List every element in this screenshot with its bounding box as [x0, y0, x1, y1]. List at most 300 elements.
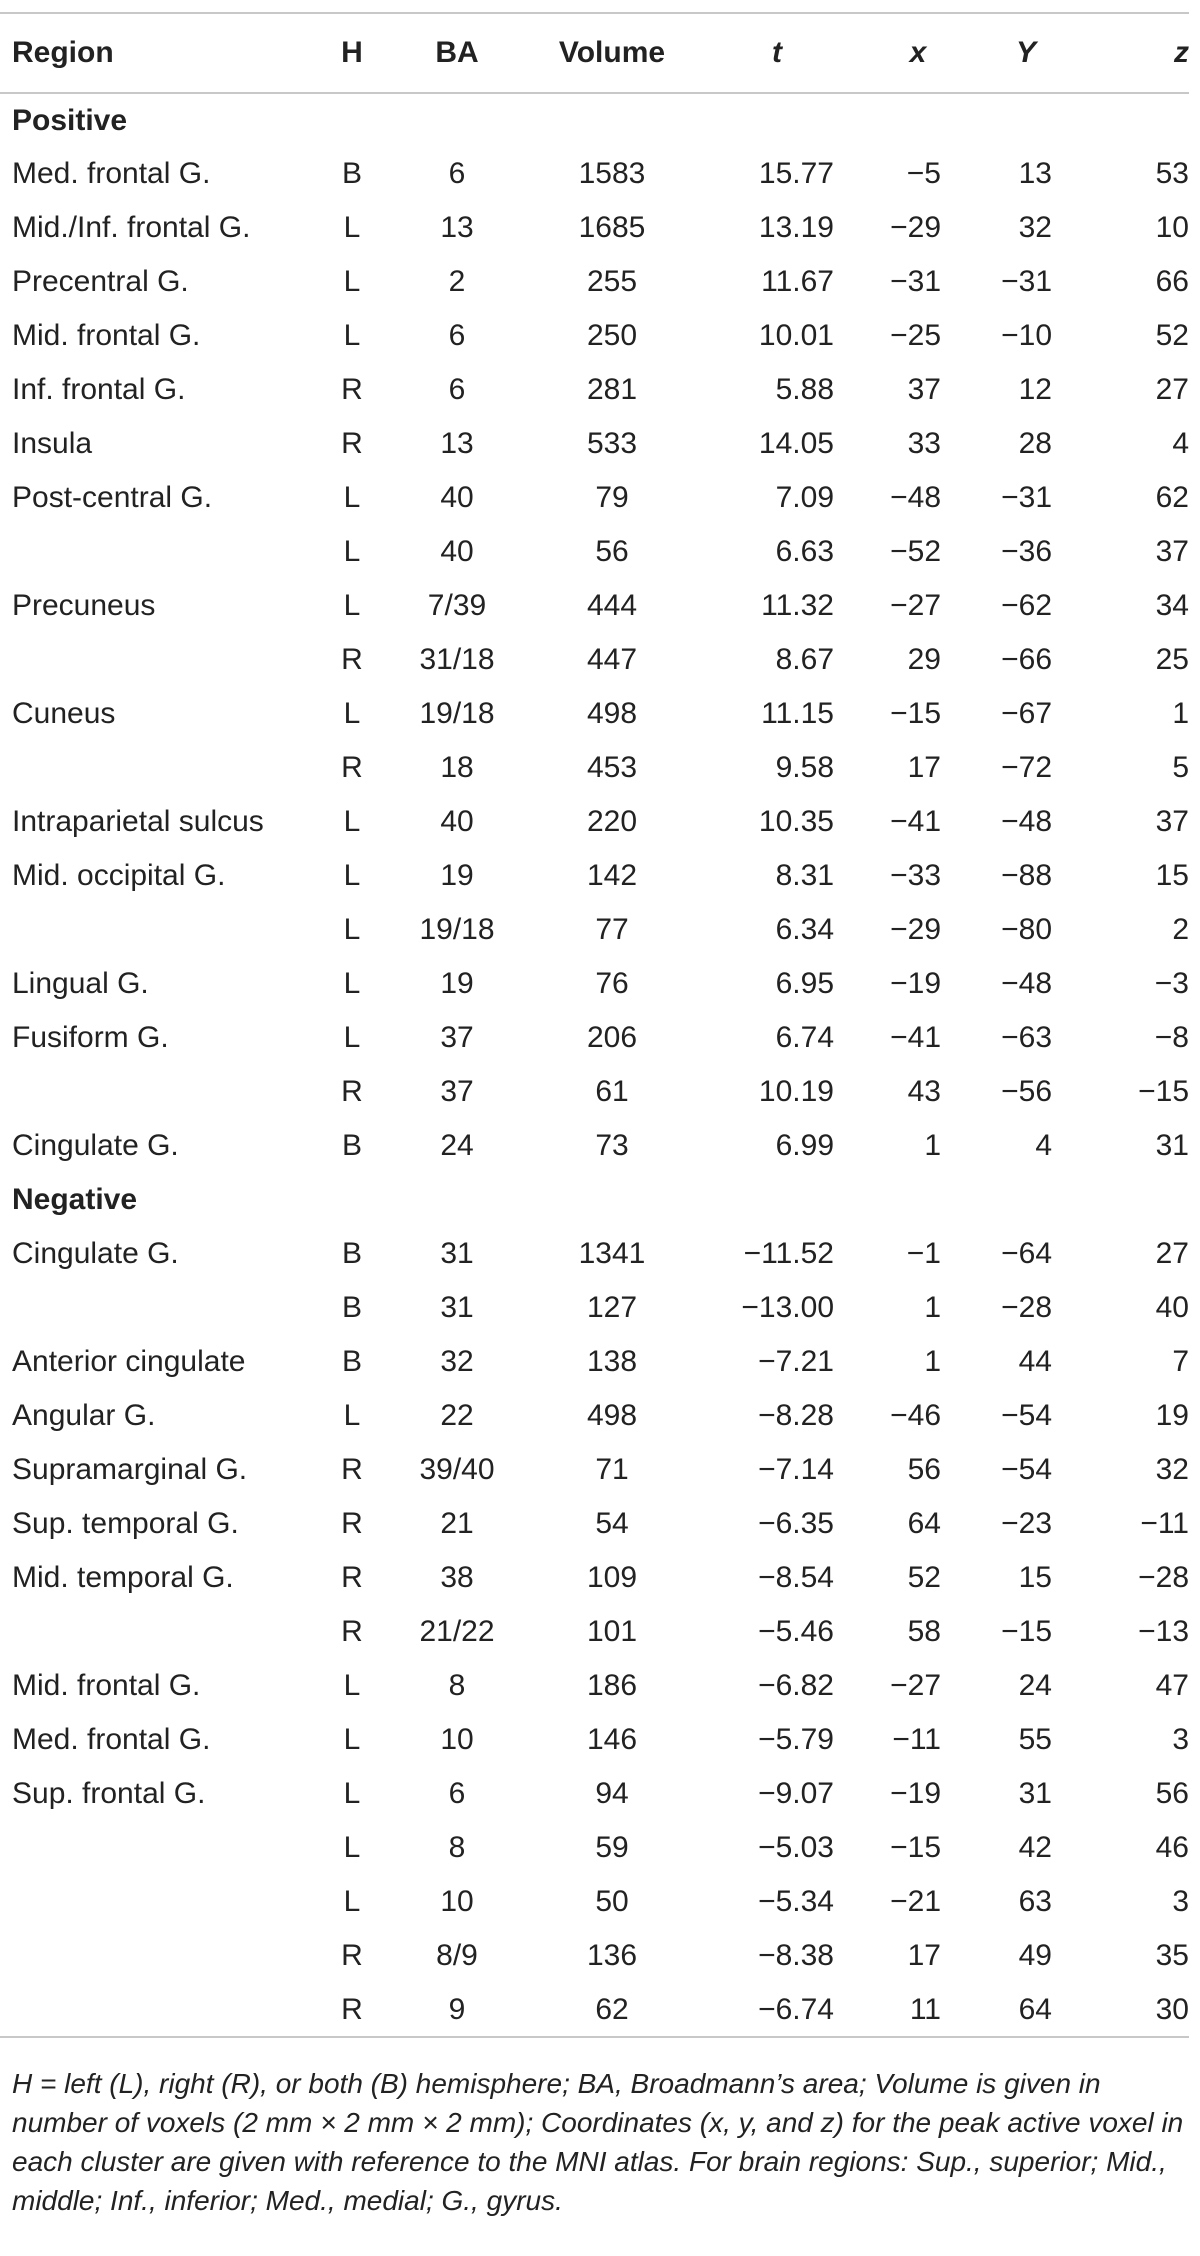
cell-z-coord: −8: [1154, 1021, 1189, 1054]
table-body: [0, 93, 1189, 2037]
cell-z-coord: 3: [1172, 1885, 1189, 1918]
cell-y-coord: 32: [1018, 211, 1052, 244]
cell-t-value: 11.67: [761, 265, 834, 298]
cell-region: [0, 1821, 322, 1875]
cell-t-value: 10.35: [758, 805, 834, 838]
cell-z-coord: 66: [1155, 265, 1189, 298]
table-row: [0, 1065, 1189, 1119]
cell-x-coord: 1: [924, 1345, 941, 1378]
cell-ba: 6: [448, 1777, 466, 1810]
cell-ba: 40: [440, 481, 474, 514]
cell-z-coord: 27: [1155, 373, 1189, 406]
cell-volume: 79: [595, 481, 629, 514]
cell-z-coord: 5: [1172, 751, 1189, 784]
cell-hemisphere: L: [343, 1399, 361, 1432]
cell-t-value: 10.01: [758, 319, 834, 352]
cell-hemisphere: R: [341, 427, 363, 460]
cell-ba: 31: [440, 1291, 474, 1324]
cell-z-coord: 1: [1172, 697, 1189, 730]
table-row: [0, 363, 1189, 417]
cell-ba: 40: [440, 805, 474, 838]
cell-t-value: 11.32: [761, 589, 834, 622]
cell-y-coord: 24: [1018, 1669, 1052, 1702]
cell-volume: 250: [586, 319, 638, 352]
cell-hemisphere: L: [343, 967, 361, 1000]
table-row: [0, 417, 1189, 471]
cell-ba: 6: [448, 373, 466, 406]
cell-volume: 1583: [578, 157, 646, 190]
cell-y-coord: 31: [1018, 1777, 1052, 1810]
cell-x-coord: 1: [924, 1291, 941, 1324]
cell-ba: 13: [440, 427, 474, 460]
cell-y-coord: −54: [1001, 1453, 1052, 1486]
cell-z-coord: −15: [1138, 1075, 1189, 1108]
activation-table: [0, 12, 1189, 2038]
cell-t-value: −8.28: [758, 1399, 834, 1432]
cell-y-coord: −72: [1001, 751, 1052, 784]
table-row: [0, 633, 1189, 687]
cell-region: Fusiform G.: [12, 1021, 169, 1054]
header-t: t: [692, 13, 862, 93]
cell-z-coord: −13: [1138, 1615, 1189, 1648]
cell-hemisphere: L: [343, 319, 361, 352]
cell-x-coord: 11: [862, 1983, 974, 2037]
cell-x-coord: −1: [906, 1237, 941, 1270]
cell-y-coord: 13: [1018, 157, 1052, 190]
cell-volume: 146: [586, 1723, 638, 1756]
cell-t-value: 13.19: [758, 211, 834, 244]
cell-z-coord: −11: [1140, 1507, 1189, 1540]
table-row: [0, 687, 1189, 741]
cell-ba: 6: [448, 157, 466, 190]
cell-y-coord: −54: [1001, 1399, 1052, 1432]
table-row: [0, 1767, 1189, 1821]
cell-x-coord: −19: [890, 967, 941, 1000]
cell-z-coord: 19: [1155, 1399, 1189, 1432]
header-ba: BA: [382, 13, 532, 93]
cell-hemisphere: L: [343, 535, 361, 568]
cell-y-coord: 55: [1018, 1723, 1052, 1756]
cell-y-coord: −66: [1001, 643, 1052, 676]
table-row: [0, 1011, 1189, 1065]
cell-y-coord: −80: [1001, 913, 1052, 946]
cell-t-value: 14.05: [758, 427, 834, 460]
table-row: [0, 1605, 1189, 1659]
cell-region: Med. frontal G.: [12, 157, 211, 190]
cell-hemisphere: R: [341, 1615, 363, 1648]
table-row: [0, 255, 1189, 309]
cell-t-value: −5.03: [758, 1831, 834, 1864]
cell-region: [0, 1929, 322, 1983]
cell-hemisphere: L: [343, 697, 361, 730]
cell-hemisphere: R: [341, 643, 363, 676]
cell-x-coord: 29: [907, 643, 941, 676]
cell-ba: 21/22: [419, 1615, 495, 1648]
cell-volume: 71: [595, 1453, 629, 1486]
cell-y-coord: −31: [1001, 481, 1052, 514]
cell-hemisphere: R: [322, 1983, 382, 2037]
cell-volume: 281: [586, 373, 638, 406]
header-row: [0, 13, 1189, 93]
cell-ba: 10: [440, 1723, 474, 1756]
cell-volume: 76: [595, 967, 629, 1000]
table-row: [0, 1875, 1189, 1929]
table-row: [0, 1497, 1189, 1551]
table-header: [0, 13, 1189, 93]
cell-volume: 62: [532, 1983, 692, 2037]
cell-volume: 1341: [578, 1237, 646, 1270]
table-row: [0, 1389, 1189, 1443]
cell-y-coord: −31: [1001, 265, 1052, 298]
cell-ba: 24: [440, 1129, 474, 1162]
cell-t-value: −5.46: [758, 1615, 834, 1648]
table-footnote: H = left (L), right (R), or both (B) hemisphere; BA, Broadmann’s area; Volume is given in number of voxels (2 mm × 2 mm × 2 mm); Coordinates (x, y, and z) for the peak active voxel in each cluster are given with reference to the MNI atlas. For brain regions: Sup., superior; Mid., middle; Inf., inferior; Med., medial; G., gyrus.: [12, 2068, 1184, 2216]
cell-y-coord: −67: [1001, 697, 1052, 730]
cell-z-coord: 15: [1155, 859, 1189, 892]
cell-volume: 138: [586, 1345, 638, 1378]
cell-t-value: −5.79: [758, 1723, 834, 1756]
cell-volume: 444: [586, 589, 638, 622]
cell-hemisphere: L: [343, 805, 361, 838]
cell-region: Insula: [12, 427, 93, 460]
cell-hemisphere: R: [341, 1507, 363, 1540]
cell-hemisphere: L: [343, 859, 361, 892]
cell-volume: 94: [595, 1777, 629, 1810]
cell-x-coord: −25: [890, 319, 941, 352]
cell-t-value: 6.99: [775, 1129, 834, 1162]
cell-volume: 101: [586, 1615, 638, 1648]
cell-t-value: 5.88: [775, 373, 834, 406]
table-row: [0, 957, 1189, 1011]
cell-x-coord: −46: [890, 1399, 941, 1432]
cell-x-coord: −31: [890, 265, 941, 298]
cell-t-value: 9.58: [775, 751, 834, 784]
cell-ba: 8: [448, 1669, 466, 1702]
cell-t-value: 8.67: [775, 643, 834, 676]
cell-x-coord: −41: [890, 805, 941, 838]
cell-y-coord: −28: [1001, 1291, 1052, 1324]
cell-t-value: 6.34: [775, 913, 834, 946]
table-row: [0, 525, 1189, 579]
cell-t-value: −6.35: [758, 1507, 834, 1540]
cell-volume: 127: [586, 1291, 638, 1324]
cell-region: Precuneus: [12, 589, 156, 622]
cell-z-coord: 27: [1155, 1237, 1189, 1270]
table-row: [0, 741, 1189, 795]
header-x: x: [862, 13, 974, 93]
cell-hemisphere: B: [341, 1291, 362, 1324]
cell-ba: 19: [440, 859, 474, 892]
cell-x-coord: −41: [890, 1021, 941, 1054]
table-row: [0, 1443, 1189, 1497]
cell-x-coord: 17: [907, 751, 941, 784]
cell-z-coord: 56: [1155, 1777, 1189, 1810]
cell-ba: 31: [440, 1237, 474, 1270]
header-volume: Volume: [532, 13, 692, 93]
cell-y-coord: −64: [1001, 1237, 1052, 1270]
cell-y-coord: −56: [1001, 1075, 1052, 1108]
cell-ba: 10: [440, 1885, 474, 1918]
cell-region: Angular G.: [12, 1399, 156, 1432]
cell-region: Mid. occipital G.: [12, 859, 226, 892]
cell-ba: 37: [440, 1021, 474, 1054]
section-heading: Negative: [12, 1183, 138, 1216]
cell-y-coord: −10: [1001, 319, 1052, 352]
cell-ba: 13: [440, 211, 474, 244]
cell-y-coord: 4: [1035, 1129, 1052, 1162]
cell-z-coord: 7: [1172, 1345, 1189, 1378]
cell-hemisphere: L: [343, 1723, 361, 1756]
cell-t-value: 6.74: [775, 1021, 834, 1054]
cell-region: [0, 903, 322, 957]
cell-region: Cingulate G.: [12, 1129, 179, 1162]
table-row: [0, 201, 1189, 255]
cell-z-coord: 30: [1078, 1983, 1189, 2037]
cell-volume: 109: [586, 1561, 638, 1594]
cell-z-coord: 53: [1155, 157, 1189, 190]
table-row: [0, 795, 1189, 849]
cell-volume: 77: [595, 913, 629, 946]
table-row: [0, 849, 1189, 903]
cell-t-value: −6.82: [758, 1669, 834, 1702]
cell-volume: 498: [586, 697, 638, 730]
cell-x-coord: −21: [890, 1885, 941, 1918]
cell-x-coord: −29: [890, 913, 941, 946]
cell-region: Med. frontal G.: [12, 1723, 211, 1756]
cell-z-coord: 46: [1155, 1831, 1189, 1864]
cell-z-coord: 3: [1172, 1723, 1189, 1756]
cell-region: Sup. frontal G.: [12, 1777, 206, 1810]
header-z: z: [1078, 13, 1189, 93]
cell-ba: 37: [440, 1075, 474, 1108]
cell-y-coord: 42: [1018, 1831, 1052, 1864]
cell-x-coord: −15: [890, 697, 941, 730]
cell-y-coord: −88: [1001, 859, 1052, 892]
cell-t-value: 6.63: [775, 535, 834, 568]
cell-volume: 447: [586, 643, 638, 676]
cell-z-coord: 4: [1172, 427, 1189, 460]
cell-z-coord: 40: [1155, 1291, 1189, 1324]
cell-region: Intraparietal sulcus: [12, 805, 264, 838]
cell-y-coord: −15: [1001, 1615, 1052, 1648]
section-heading-row: [0, 93, 1189, 147]
cell-z-coord: 25: [1155, 643, 1189, 676]
cell-volume: 186: [586, 1669, 638, 1702]
cell-ba: 19: [440, 967, 474, 1000]
cell-t-value: −7.14: [758, 1453, 834, 1486]
cell-x-coord: −52: [890, 535, 941, 568]
cell-t-value: −5.34: [758, 1885, 834, 1918]
cell-y-coord: −48: [1001, 967, 1052, 1000]
header-y: Y: [974, 13, 1078, 93]
cell-hemisphere: L: [343, 211, 361, 244]
cell-ba: 22: [440, 1399, 474, 1432]
cell-ba: 21: [440, 1507, 474, 1540]
cell-z-coord: 47: [1155, 1669, 1189, 1702]
cell-t-value: 7.09: [775, 481, 834, 514]
cell-hemisphere: L: [343, 1669, 361, 1702]
cell-t-value: −13.00: [741, 1291, 834, 1324]
cell-y-coord: −23: [1001, 1507, 1052, 1540]
table-row: [0, 1551, 1189, 1605]
cell-z-coord: 37: [1155, 535, 1189, 568]
cell-region: Mid. temporal G.: [12, 1561, 234, 1594]
cell-hemisphere: L: [343, 913, 361, 946]
cell-hemisphere: R: [341, 1939, 363, 1972]
cell-hemisphere: R: [341, 1075, 363, 1108]
cell-ba: 32: [440, 1345, 474, 1378]
cell-region: Mid./Inf. frontal G.: [12, 211, 251, 244]
table-row: [0, 1659, 1189, 1713]
cell-region: Anterior cingulate: [12, 1345, 246, 1378]
cell-region: [0, 1983, 322, 2037]
cell-t-value: 8.31: [775, 859, 834, 892]
cell-z-coord: 37: [1155, 805, 1189, 838]
table-row: [0, 1929, 1189, 1983]
cell-x-coord: 64: [907, 1507, 941, 1540]
cell-x-coord: 1: [924, 1129, 941, 1162]
table-row: [0, 1227, 1189, 1281]
cell-volume: 206: [586, 1021, 638, 1054]
cell-hemisphere: R: [341, 751, 363, 784]
cell-y-coord: 15: [1018, 1561, 1052, 1594]
cell-volume: 142: [586, 859, 638, 892]
cell-region: Supramarginal G.: [12, 1453, 248, 1486]
cell-region: Inf. frontal G.: [12, 373, 186, 406]
cell-x-coord: 43: [907, 1075, 941, 1108]
cell-ba: 39/40: [419, 1453, 495, 1486]
cell-hemisphere: L: [343, 1777, 361, 1810]
cell-ba: 8/9: [436, 1939, 478, 1972]
cell-hemisphere: R: [341, 373, 363, 406]
table-row: [0, 1983, 1189, 2037]
cell-hemisphere: B: [341, 1129, 362, 1162]
cell-ba: 7/39: [427, 589, 487, 622]
cell-t-value: −11.52: [743, 1237, 834, 1270]
cell-ba: 19/18: [419, 697, 495, 730]
cell-z-coord: 62: [1155, 481, 1189, 514]
table-row: [0, 471, 1189, 525]
cell-x-coord: −11: [892, 1723, 941, 1756]
cell-region: Precentral G.: [12, 265, 189, 298]
cell-hemisphere: L: [343, 589, 361, 622]
cell-t-value: −8.54: [758, 1561, 834, 1594]
cell-x-coord: 56: [907, 1453, 941, 1486]
cell-t-value: −9.07: [758, 1777, 834, 1810]
cell-z-coord: −28: [1138, 1561, 1189, 1594]
cell-volume: 56: [595, 535, 629, 568]
cell-x-coord: −5: [906, 157, 941, 190]
cell-volume: 220: [586, 805, 638, 838]
cell-ba: 8: [448, 1831, 466, 1864]
cell-hemisphere: L: [343, 1021, 361, 1054]
cell-x-coord: −27: [890, 589, 941, 622]
cell-volume: 533: [586, 427, 638, 460]
header-hemisphere: H: [322, 13, 382, 93]
cell-region: Mid. frontal G.: [12, 319, 201, 352]
cell-t-value: 11.15: [761, 697, 834, 730]
cell-z-coord: 10: [1155, 211, 1189, 244]
cell-x-coord: −27: [890, 1669, 941, 1702]
cell-z-coord: 31: [1155, 1129, 1189, 1162]
cell-volume: 453: [586, 751, 638, 784]
cell-y-coord: 12: [1018, 373, 1052, 406]
cell-volume: 498: [586, 1399, 638, 1432]
cell-ba: 6: [448, 319, 466, 352]
cell-volume: 1685: [578, 211, 646, 244]
cell-hemisphere: B: [341, 1237, 362, 1270]
cell-y-coord: −63: [1001, 1021, 1052, 1054]
cell-x-coord: −48: [890, 481, 941, 514]
cell-region: Cuneus: [12, 697, 116, 730]
section-heading: Positive: [12, 103, 128, 137]
cell-ba: 40: [440, 535, 474, 568]
cell-region: [0, 1605, 322, 1659]
cell-x-coord: −15: [890, 1831, 941, 1864]
cell-t-value: −8.38: [758, 1939, 834, 1972]
cell-region: Sup. temporal G.: [12, 1507, 239, 1540]
cell-region: [0, 1875, 322, 1929]
cell-region: [0, 1281, 322, 1335]
cell-region: [0, 1065, 322, 1119]
cell-hemisphere: L: [343, 265, 361, 298]
cell-ba: 2: [448, 265, 466, 298]
cell-x-coord: 52: [907, 1561, 941, 1594]
cell-ba: 19/18: [419, 913, 495, 946]
table-row: [0, 309, 1189, 363]
cell-t-value: 10.19: [758, 1075, 834, 1108]
cell-volume: 54: [595, 1507, 629, 1540]
cell-t-value: −6.74: [692, 1983, 862, 2037]
cell-x-coord: 33: [907, 427, 941, 460]
cell-hemisphere: B: [341, 157, 362, 190]
cell-z-coord: 2: [1172, 913, 1189, 946]
table-row: [0, 903, 1189, 957]
table-row: [0, 1821, 1189, 1875]
cell-x-coord: 58: [907, 1615, 941, 1648]
cell-x-coord: 37: [907, 373, 941, 406]
cell-x-coord: 17: [907, 1939, 941, 1972]
cell-volume: 50: [595, 1885, 629, 1918]
cell-y-coord: 63: [1018, 1885, 1052, 1918]
cell-volume: 73: [595, 1129, 629, 1162]
table-row: [0, 1281, 1189, 1335]
cell-z-coord: 34: [1155, 589, 1189, 622]
table-row: [0, 147, 1189, 201]
cell-y-coord: 49: [1018, 1939, 1052, 1972]
cell-t-value: 15.77: [758, 157, 834, 190]
cell-ba: 9: [382, 1983, 532, 2037]
cell-hemisphere: B: [341, 1345, 362, 1378]
cell-y-coord: −36: [1001, 535, 1052, 568]
table-row: [0, 1119, 1189, 1173]
cell-region: Cingulate G.: [12, 1237, 179, 1270]
cell-y-coord: −48: [1001, 805, 1052, 838]
table-row: [0, 579, 1189, 633]
cell-region: [0, 633, 322, 687]
cell-region: Mid. frontal G.: [12, 1669, 201, 1702]
cell-y-coord: 44: [1018, 1345, 1052, 1378]
cell-region: Post-central G.: [12, 481, 213, 514]
cell-hemisphere: L: [343, 1831, 361, 1864]
cell-ba: 38: [440, 1561, 474, 1594]
cell-y-coord: 28: [1018, 427, 1052, 460]
cell-volume: 136: [586, 1939, 638, 1972]
cell-x-coord: −29: [890, 211, 941, 244]
cell-y-coord: 64: [974, 1983, 1078, 2037]
cell-volume: 61: [595, 1075, 629, 1108]
cell-region: [0, 525, 322, 579]
